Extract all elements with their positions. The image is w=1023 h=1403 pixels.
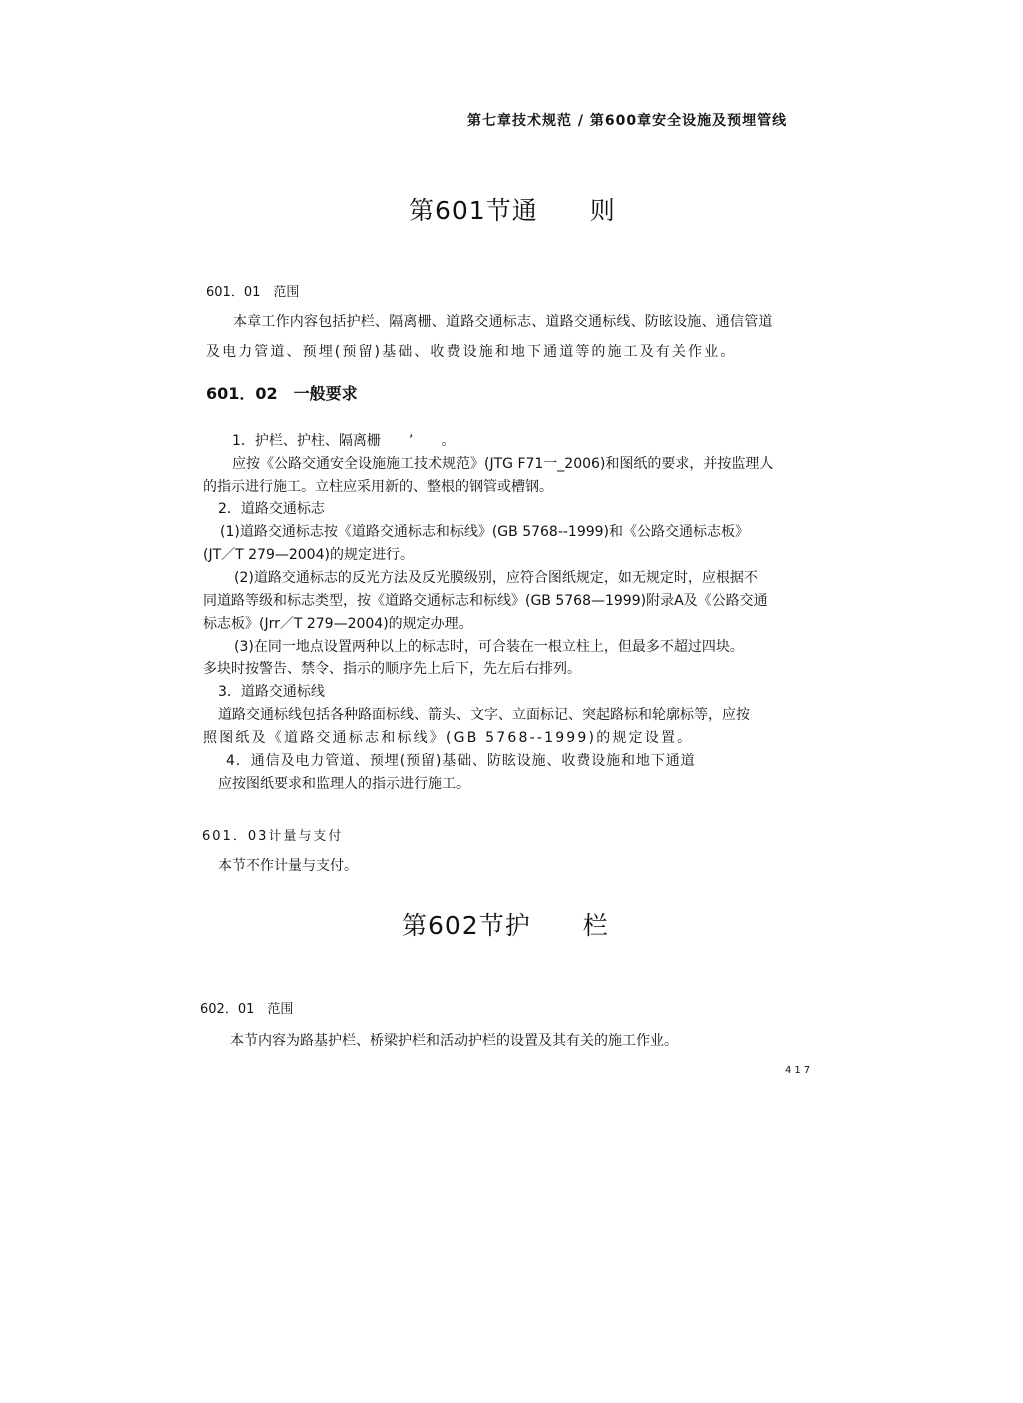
item-2-title: 2．道路交通标志 (218, 501, 325, 517)
item-1-line2: 的指示进行施工。立柱应采用新的、整根的钢管或槽钢。 (203, 479, 553, 495)
item-1-line1: 应按《公路交通安全设施施工技术规范》(JTG F71一_2006)和图纸的要求，并按监理人 (232, 456, 774, 472)
clause-601-01-text-line1: 本章工作内容包括护栏、隔离栅、道路交通标志、道路交通标线、防眩设施、通信管道 (233, 314, 773, 330)
item-2-2-line3: 标志板》(Jrr／T 279—2004)的规定办理。 (203, 616, 473, 632)
item-2-3-line2: 多块时按警告、禁令、指示的顺序先上后下，先左后右排列。 (203, 661, 581, 677)
clause-601-01-heading: 601．01 范围 (206, 285, 300, 300)
clause-601-03-heading: 601．03计量与支付 (202, 829, 344, 844)
item-3-line1: 道路交通标线包括各种路面标线、箭头、文字、立面标记、突起路标和轮廓标等，应按 (218, 707, 750, 723)
item-3-title: 3．道路交通标线 (218, 684, 325, 700)
section-602-title: 第602节护 栏 (402, 911, 609, 940)
clause-602-01-heading: 602．01 范围 (200, 1002, 294, 1017)
item-4-line1: 4．通信及电力管道、预埋(预留)基础、防眩设施、收费设施和地下通道 (226, 753, 696, 769)
item-2-1-line1: (1)道路交通标志按《道路交通标志和标线》(GB 5768--1999)和《公路交通标志板》 (220, 524, 750, 540)
page-number: 417 (785, 1065, 814, 1076)
item-3-line2: 照图纸及《道路交通标志和标线》(GB 5768--1999)的规定设置。 (203, 730, 694, 746)
item-4-line2: 应按图纸要求和监理人的指示进行施工。 (218, 776, 470, 792)
clause-601-03-text: 本节不作计量与支付。 (218, 858, 358, 874)
item-2-2-line1: (2)道路交通标志的反光方法及反光膜级别，应符合图纸规定，如无规定时，应根据不 (234, 570, 758, 586)
clause-601-02-heading: 601．02 一般要求 (206, 384, 358, 403)
item-2-3-line1: (3)在同一地点设置两种以上的标志时，可合装在一根立柱上，但最多不超过四块。 (234, 639, 744, 655)
clause-602-01-text: 本节内容为路基护栏、桥梁护栏和活动护栏的设置及其有关的施工作业。 (230, 1033, 678, 1049)
clause-601-01-text-line2: 及电力管道、预埋(预留)基础、收费设施和地下通道等的施工及有关作业。 (206, 344, 737, 360)
running-header: 第七章技术规范 / 第600章安全设施及预埋管线 (467, 113, 788, 129)
section-601-title: 第601节通 则 (409, 196, 616, 225)
item-2-1-line2: (JT／T 279—2004)的规定进行。 (203, 547, 414, 563)
item-1-title: 1．护栏、护柱、隔离栅 ’ 。 (232, 433, 456, 449)
item-2-2-line2: 同道路等级和标志类型，按《道路交通标志和标线》(GB 5768—1999)附录A及《公路交通 (203, 593, 768, 609)
